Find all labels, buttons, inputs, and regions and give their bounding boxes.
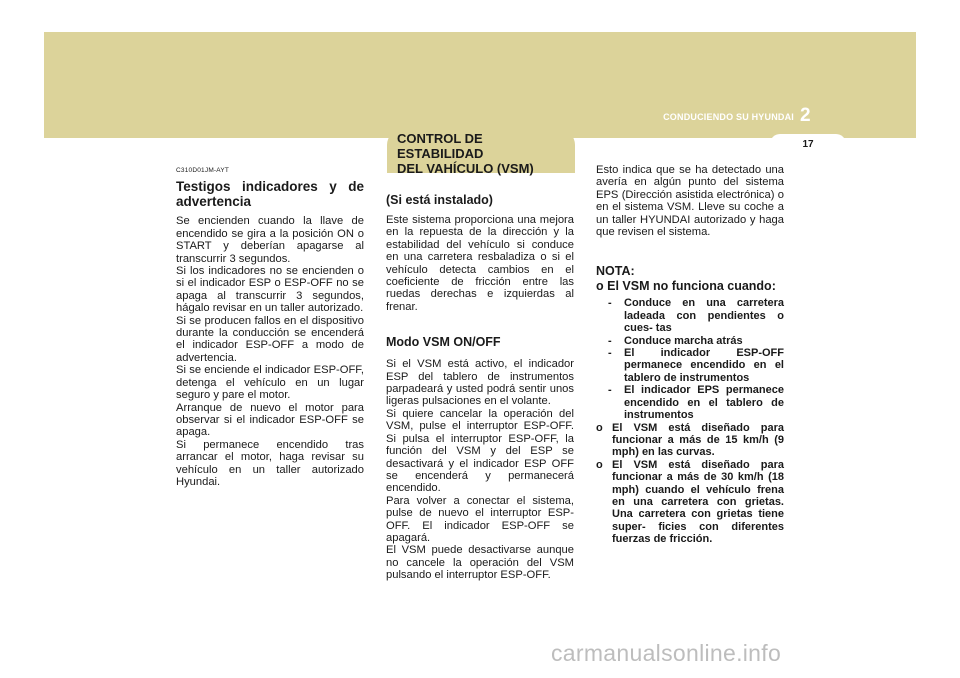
subtitle-if-installed: (Si está instalado) xyxy=(386,193,493,207)
list-item-text: Conduce en una carretera ladeada con pendientes o cues- tas xyxy=(624,297,784,335)
section-title xyxy=(397,131,572,176)
list-item-text: El indicador EPS permanece encendido en el tablero de instrumentos xyxy=(624,384,784,422)
list-item xyxy=(608,347,784,384)
design-note-list xyxy=(596,422,784,546)
list-item xyxy=(596,422,784,459)
heading-line1: Testigos indicadores y de xyxy=(176,179,364,195)
paragraph: El VSM puede desactivarse aunque no cancele la operación del VSM pulsando el interruptor ESP-OFF. xyxy=(386,544,574,582)
heading-line2: advertencia xyxy=(176,194,252,210)
paragraph: Si permanece encendido tras arrancar el motor, haga revisar su vehículo en un taller autorizado Hyundai. xyxy=(176,438,364,488)
list-item-text: El indicador ESP-OFF permanece encendido en el tablero de instrumentos xyxy=(624,347,784,384)
note-subtitle: o El VSM no funciona cuando: xyxy=(596,279,776,294)
page-number: 17 xyxy=(802,139,814,150)
section-code: C310D01JM-AYT xyxy=(176,167,230,174)
list-item-text: El VSM está diseñado para funcionar a más de 15 km/h (9 mph) en las curvas. xyxy=(612,421,784,459)
header-band xyxy=(44,32,916,138)
paragraph-intro: Este sistema proporciona una mejora en la repuesta de la dirección y la estabilidad del vehículo si conduce en una carretera resbaladiza o si el vehículo detecta cambios en el coeficiente de fricción entre las ruedas derechas e izquierdas al frenar. xyxy=(386,214,574,313)
o-marker: o xyxy=(596,421,603,434)
list-item-text: El VSM está diseñado para funcionar a más de 30 km/h (18 mph) cuando el vehículo frena en una carretera con grietas. Una carretera con grietas tiene super- ficies con diferentes fuerzas de fricción. xyxy=(612,458,784,546)
dash-marker: - xyxy=(608,297,612,310)
dash-marker: - xyxy=(608,347,612,360)
column-warning-lights xyxy=(176,165,364,488)
dash-marker: - xyxy=(608,384,612,397)
section-title-line2: DEL VAHÍCULO (VSM) xyxy=(397,161,534,176)
list-item xyxy=(608,384,784,421)
paragraph: Se encienden cuando la llave de encendido se gira a la posición ON o START y deberían apagarse al transcurrir 3 segundos. xyxy=(176,215,364,265)
column-note xyxy=(596,164,784,546)
watermark: carmanualsonline.info xyxy=(551,640,782,666)
heading-warning-lights xyxy=(176,179,364,209)
condition-list xyxy=(608,297,784,421)
section-title-line1: CONTROL DE ESTABILIDAD xyxy=(397,131,484,161)
paragraph-intro: Esto indica que se ha detectado una avería en algún punto del sistema EPS (Dirección asistida electrónica) o en el sistema VSM. Lleve su coche a un taller HYUNDAI autorizado y haga que revisen el sistema. xyxy=(596,164,784,239)
paragraph: Si se producen fallos en el dispositivo durante la conducción se encenderá el indicador ESP-OFF a modo de advertencia. xyxy=(176,314,364,364)
paragraph: Si el VSM está activo, el indicador ESP del tablero de instrumentos parpadeará y usted podrá sentir unos ligeras pulsaciones en el volante. xyxy=(386,358,574,408)
note-title: NOTA: xyxy=(596,264,635,279)
list-item xyxy=(608,335,784,347)
paragraph: Si los indicadores no se encienden o si el indicador ESP o ESP-OFF no se apaga al transcurrir 3 segundos, hágalo revisar en un taller autorizado. xyxy=(176,265,364,315)
paragraph: Si quiere cancelar la operación del VSM, pulse el interruptor ESP-OFF. Si pulsa el interruptor ESP-OFF, la función del VSM y del ESP se desactivará y el indicador ESP OFF se encenderá y permanecerá encendido. xyxy=(386,407,574,495)
chapter-number: 2 xyxy=(800,105,811,126)
list-item xyxy=(608,297,784,334)
dash-marker: - xyxy=(608,334,612,347)
list-item xyxy=(596,459,784,546)
o-marker: o xyxy=(596,458,603,471)
heading-vsm-mode: Modo VSM ON/OFF xyxy=(386,335,501,350)
paragraph: Si se enciende el indicador ESP-OFF, detenga el vehículo en un lugar seguro y pare el motor. xyxy=(176,364,364,402)
column-vsm xyxy=(386,193,574,582)
chapter-title: CONDUCIENDO SU HYUNDAI xyxy=(663,112,794,122)
paragraph: Arranque de nuevo el motor para observar si el indicador ESP-OFF se apaga. xyxy=(176,401,364,439)
list-item-text: Conduce marcha atrás xyxy=(624,334,743,347)
paragraph: Para volver a conectar el sistema, pulse de nuevo el interruptor ESP-OFF. El indicador ESP-OFF se apagará. xyxy=(386,494,574,544)
